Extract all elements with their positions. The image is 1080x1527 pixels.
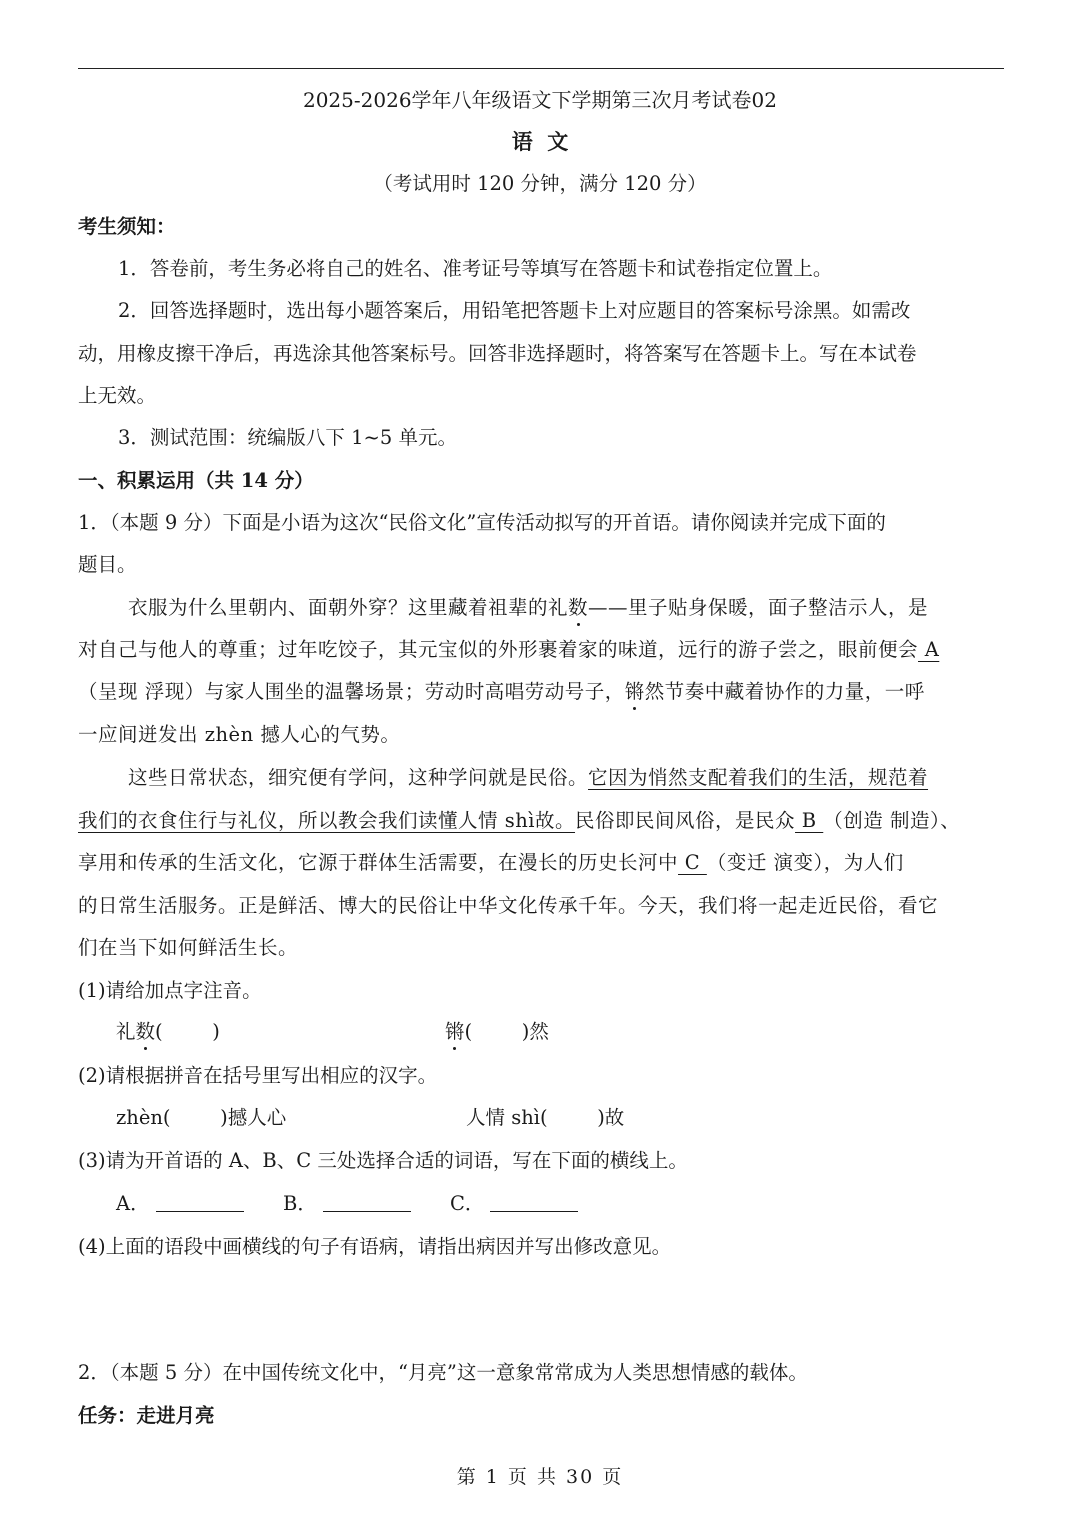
subject-title: 语 文 bbox=[511, 129, 569, 154]
passage-p2-line-1: 这些日常状态，细究便有学问，这种学问就是民俗。它因为悄然支配着我们的生活，规范着 bbox=[128, 766, 929, 789]
section-1-heading: 一、积累运用（共 14 分） bbox=[78, 469, 314, 492]
notice-item-3: 3．测试范围：统编版八下 1~5 单元。 bbox=[118, 426, 457, 449]
subq-3-answer-b: B． bbox=[283, 1192, 411, 1216]
dotted-char: 数 bbox=[135, 1020, 156, 1043]
subq-1-item-a: 礼数( ) bbox=[116, 1020, 220, 1043]
passage-p1-line-4: 一应间迸发出 zhèn 撼人心的气势。 bbox=[78, 723, 401, 746]
passage-p2-line-4: 的日常生活服务。正是鲜活、博大的民俗让中华文化传承千年。今天，我们将一起走近民俗，看它 bbox=[78, 894, 939, 917]
q1-intro-line-2: 题目。 bbox=[78, 553, 137, 576]
passage-p1-line-2: 对自己与他人的尊重；过年吃饺子，其元宝似的外形裹着家的味道，远行的游子尝之，眼前便会 A bbox=[78, 638, 940, 661]
passage-p1-line-3: （呈现 浮现）与家人围坐的温馨场景；劳动时高唱劳动号子，锵然节奏中藏着协作的力量，一呼 bbox=[78, 680, 925, 703]
time-note: （考试用时 120 分钟，满分 120 分） bbox=[373, 172, 707, 195]
subq-3-answer-a: A． bbox=[116, 1192, 244, 1216]
subq-2-item-a: zhèn( )撼人心 bbox=[116, 1106, 287, 1129]
dotted-char: 锵 bbox=[624, 680, 645, 703]
subq-3-answer-c: C． bbox=[450, 1192, 578, 1216]
subq-2-prompt: (2)请根据拼音在括号里写出相应的汉字。 bbox=[78, 1064, 438, 1087]
subq-1-item-b: 锵( )然 bbox=[445, 1020, 549, 1043]
q1-intro-line-1: 1．（本题 9 分）下面是小语为这次“民俗文化”宣传活动拟写的开首语。请你阅读并完成下面的 bbox=[78, 511, 886, 534]
passage-p2-line-5: 们在当下如何鲜活生长。 bbox=[78, 936, 299, 959]
exam-title: 2025-2026学年八年级语文下学期第三次月考试卷02 bbox=[302, 88, 777, 112]
page-number: 第 1 页 共 30 页 bbox=[456, 1466, 624, 1488]
underlined-sentence: 我们的衣食住行与礼仪，所以教会我们读懂人情 shì故。 bbox=[78, 809, 576, 832]
dotted-char: 锵 bbox=[445, 1020, 465, 1043]
dotted-char: 数 bbox=[568, 596, 589, 619]
passage-p1-line-1: 衣服为什么里朝内、面朝外穿？这里藏着祖辈的礼数——里子贴身保暖，面子整洁示人，是 bbox=[128, 596, 929, 619]
subq-2-item-b: 人情 shì( )故 bbox=[466, 1106, 625, 1129]
subq-4-prompt: (4)上面的语段中画横线的句子有语病，请指出病因并写出修改意见。 bbox=[78, 1235, 672, 1258]
blank-c: C bbox=[678, 851, 707, 874]
passage-p2-line-2: 我们的衣食住行与礼仪，所以教会我们读懂人情 shì故。民俗即民间风俗，是民众 B （创造 制造）、 bbox=[78, 809, 961, 832]
subq-1-prompt: (1)请给加点字注音。 bbox=[78, 979, 262, 1002]
passage-p2-line-3: 享用和传承的生活文化，它源于群体生活需要，在漫长的历史长河中 C （变迁 演变），为人们 bbox=[78, 851, 904, 874]
blank-a: A bbox=[918, 638, 940, 661]
notice-heading: 考生须知： bbox=[78, 215, 176, 238]
q2-task-heading: 任务：走进月亮 bbox=[78, 1404, 215, 1427]
notice-item-1: 1．答卷前，考生务必将自己的姓名、准考证号等填写在答题卡和试卷指定位置上。 bbox=[118, 257, 833, 280]
answer-line bbox=[323, 1193, 411, 1212]
notice-item-2-line-2: 动，用橡皮擦干净后，再选涂其他答案标号。回答非选择题时，将答案写在答题卡上。写在本试卷 bbox=[78, 342, 917, 365]
notice-item-2-line-1: 2．回答选择题时，选出每小题答案后，用铅笔把答题卡上对应题目的答案标号涂黑。如需改 bbox=[118, 299, 911, 322]
answer-line bbox=[490, 1193, 578, 1212]
top-rule bbox=[78, 68, 1004, 69]
answer-line bbox=[156, 1193, 244, 1212]
subq-3-prompt: (3)请为开首语的 A、B、C 三处选择合适的词语，写在下面的横线上。 bbox=[78, 1149, 688, 1172]
underlined-sentence: 它因为悄然支配着我们的生活，规范着 bbox=[588, 766, 929, 789]
notice-item-2-line-3: 上无效。 bbox=[78, 384, 157, 407]
blank-b: B bbox=[795, 809, 824, 832]
q2-intro: 2．（本题 5 分）在中国传统文化中，“月亮”这一意象常常成为人类思想情感的载体。 bbox=[78, 1361, 808, 1384]
